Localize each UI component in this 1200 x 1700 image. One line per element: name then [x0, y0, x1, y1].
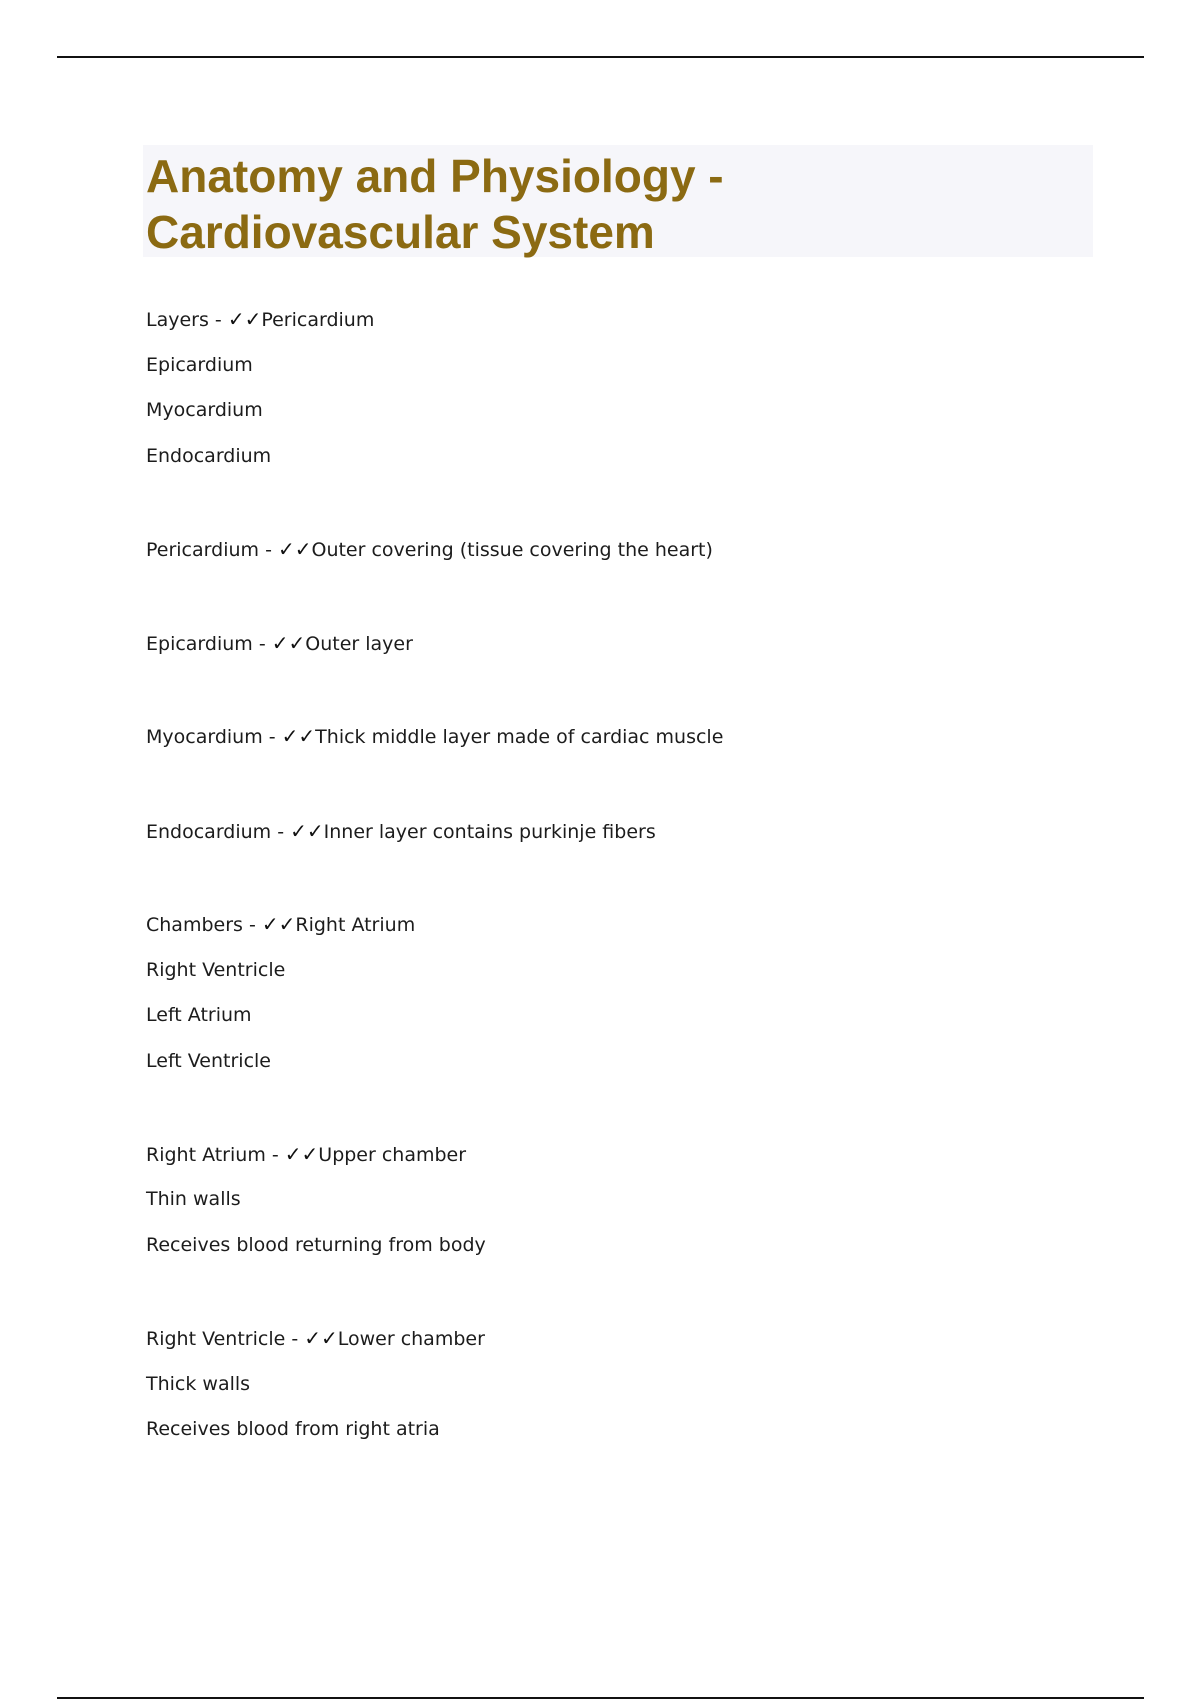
answer: Inner layer contains purkinje fibers [323, 821, 656, 843]
title-line-2: Cardiovascular System [146, 206, 655, 258]
answer: Pericardium [261, 309, 375, 331]
entry-extra-line: Thin walls [146, 1188, 241, 1210]
term: Layers [146, 309, 209, 331]
separator: - [252, 633, 272, 655]
entry-extra-line: Epicardium [146, 354, 253, 376]
check-icon: ✓✓ [261, 912, 296, 936]
check-icon: ✓✓ [271, 631, 306, 655]
separator: - [271, 821, 291, 843]
term: Pericardium [146, 539, 260, 561]
term: Myocardium [146, 726, 263, 748]
term: Right Ventricle [146, 1328, 286, 1350]
term: Epicardium [146, 633, 253, 655]
top-rule [57, 56, 1144, 58]
entry-term-line [146, 307, 374, 332]
entry-extra-line: Receives blood returning from body [146, 1234, 486, 1256]
check-icon: ✓✓ [227, 307, 262, 331]
term: Endocardium [146, 821, 272, 843]
separator: - [242, 914, 262, 936]
page-title [146, 148, 724, 260]
entry-extra-line: Endocardium [146, 445, 272, 467]
entry-extra-line: Receives blood from right atria [146, 1418, 440, 1440]
answer: Lower chamber [337, 1328, 485, 1350]
term: Right Atrium [146, 1144, 266, 1166]
entry-extra-line: Left Ventricle [146, 1050, 271, 1072]
entry-term-line [146, 1142, 466, 1167]
entry-term-line [146, 631, 413, 656]
answer: Right Atrium [295, 914, 416, 936]
check-icon: ✓✓ [304, 1326, 338, 1350]
bottom-rule [57, 1697, 1144, 1699]
separator: - [262, 726, 282, 748]
entry-term-line [146, 912, 415, 937]
answer: Outer covering (tissue covering the heart) [311, 539, 713, 561]
entry-term-line [146, 1326, 485, 1351]
separator: - [259, 539, 278, 561]
entry-extra-line: Thick walls [146, 1373, 251, 1395]
answer: Outer layer [305, 633, 413, 655]
entry-term-line [146, 819, 656, 844]
check-icon: ✓✓ [290, 819, 324, 843]
check-icon: ✓✓ [281, 724, 316, 748]
entry-extra-line: Right Ventricle [146, 959, 286, 981]
answer: Upper chamber [318, 1144, 467, 1166]
entry-extra-line: Myocardium [146, 399, 263, 421]
term: Chambers [146, 914, 243, 936]
check-icon: ✓✓ [277, 537, 312, 561]
separator: - [285, 1328, 305, 1350]
entry-term-line [146, 724, 723, 749]
separator: - [265, 1144, 285, 1166]
entry-extra-line: Left Atrium [146, 1004, 252, 1026]
answer: Thick middle layer made of cardiac muscle [315, 726, 724, 748]
separator: - [208, 309, 228, 331]
check-icon: ✓✓ [284, 1142, 319, 1166]
entry-term-line [146, 537, 713, 562]
title-line-1: Anatomy and Physiology - [146, 150, 724, 202]
